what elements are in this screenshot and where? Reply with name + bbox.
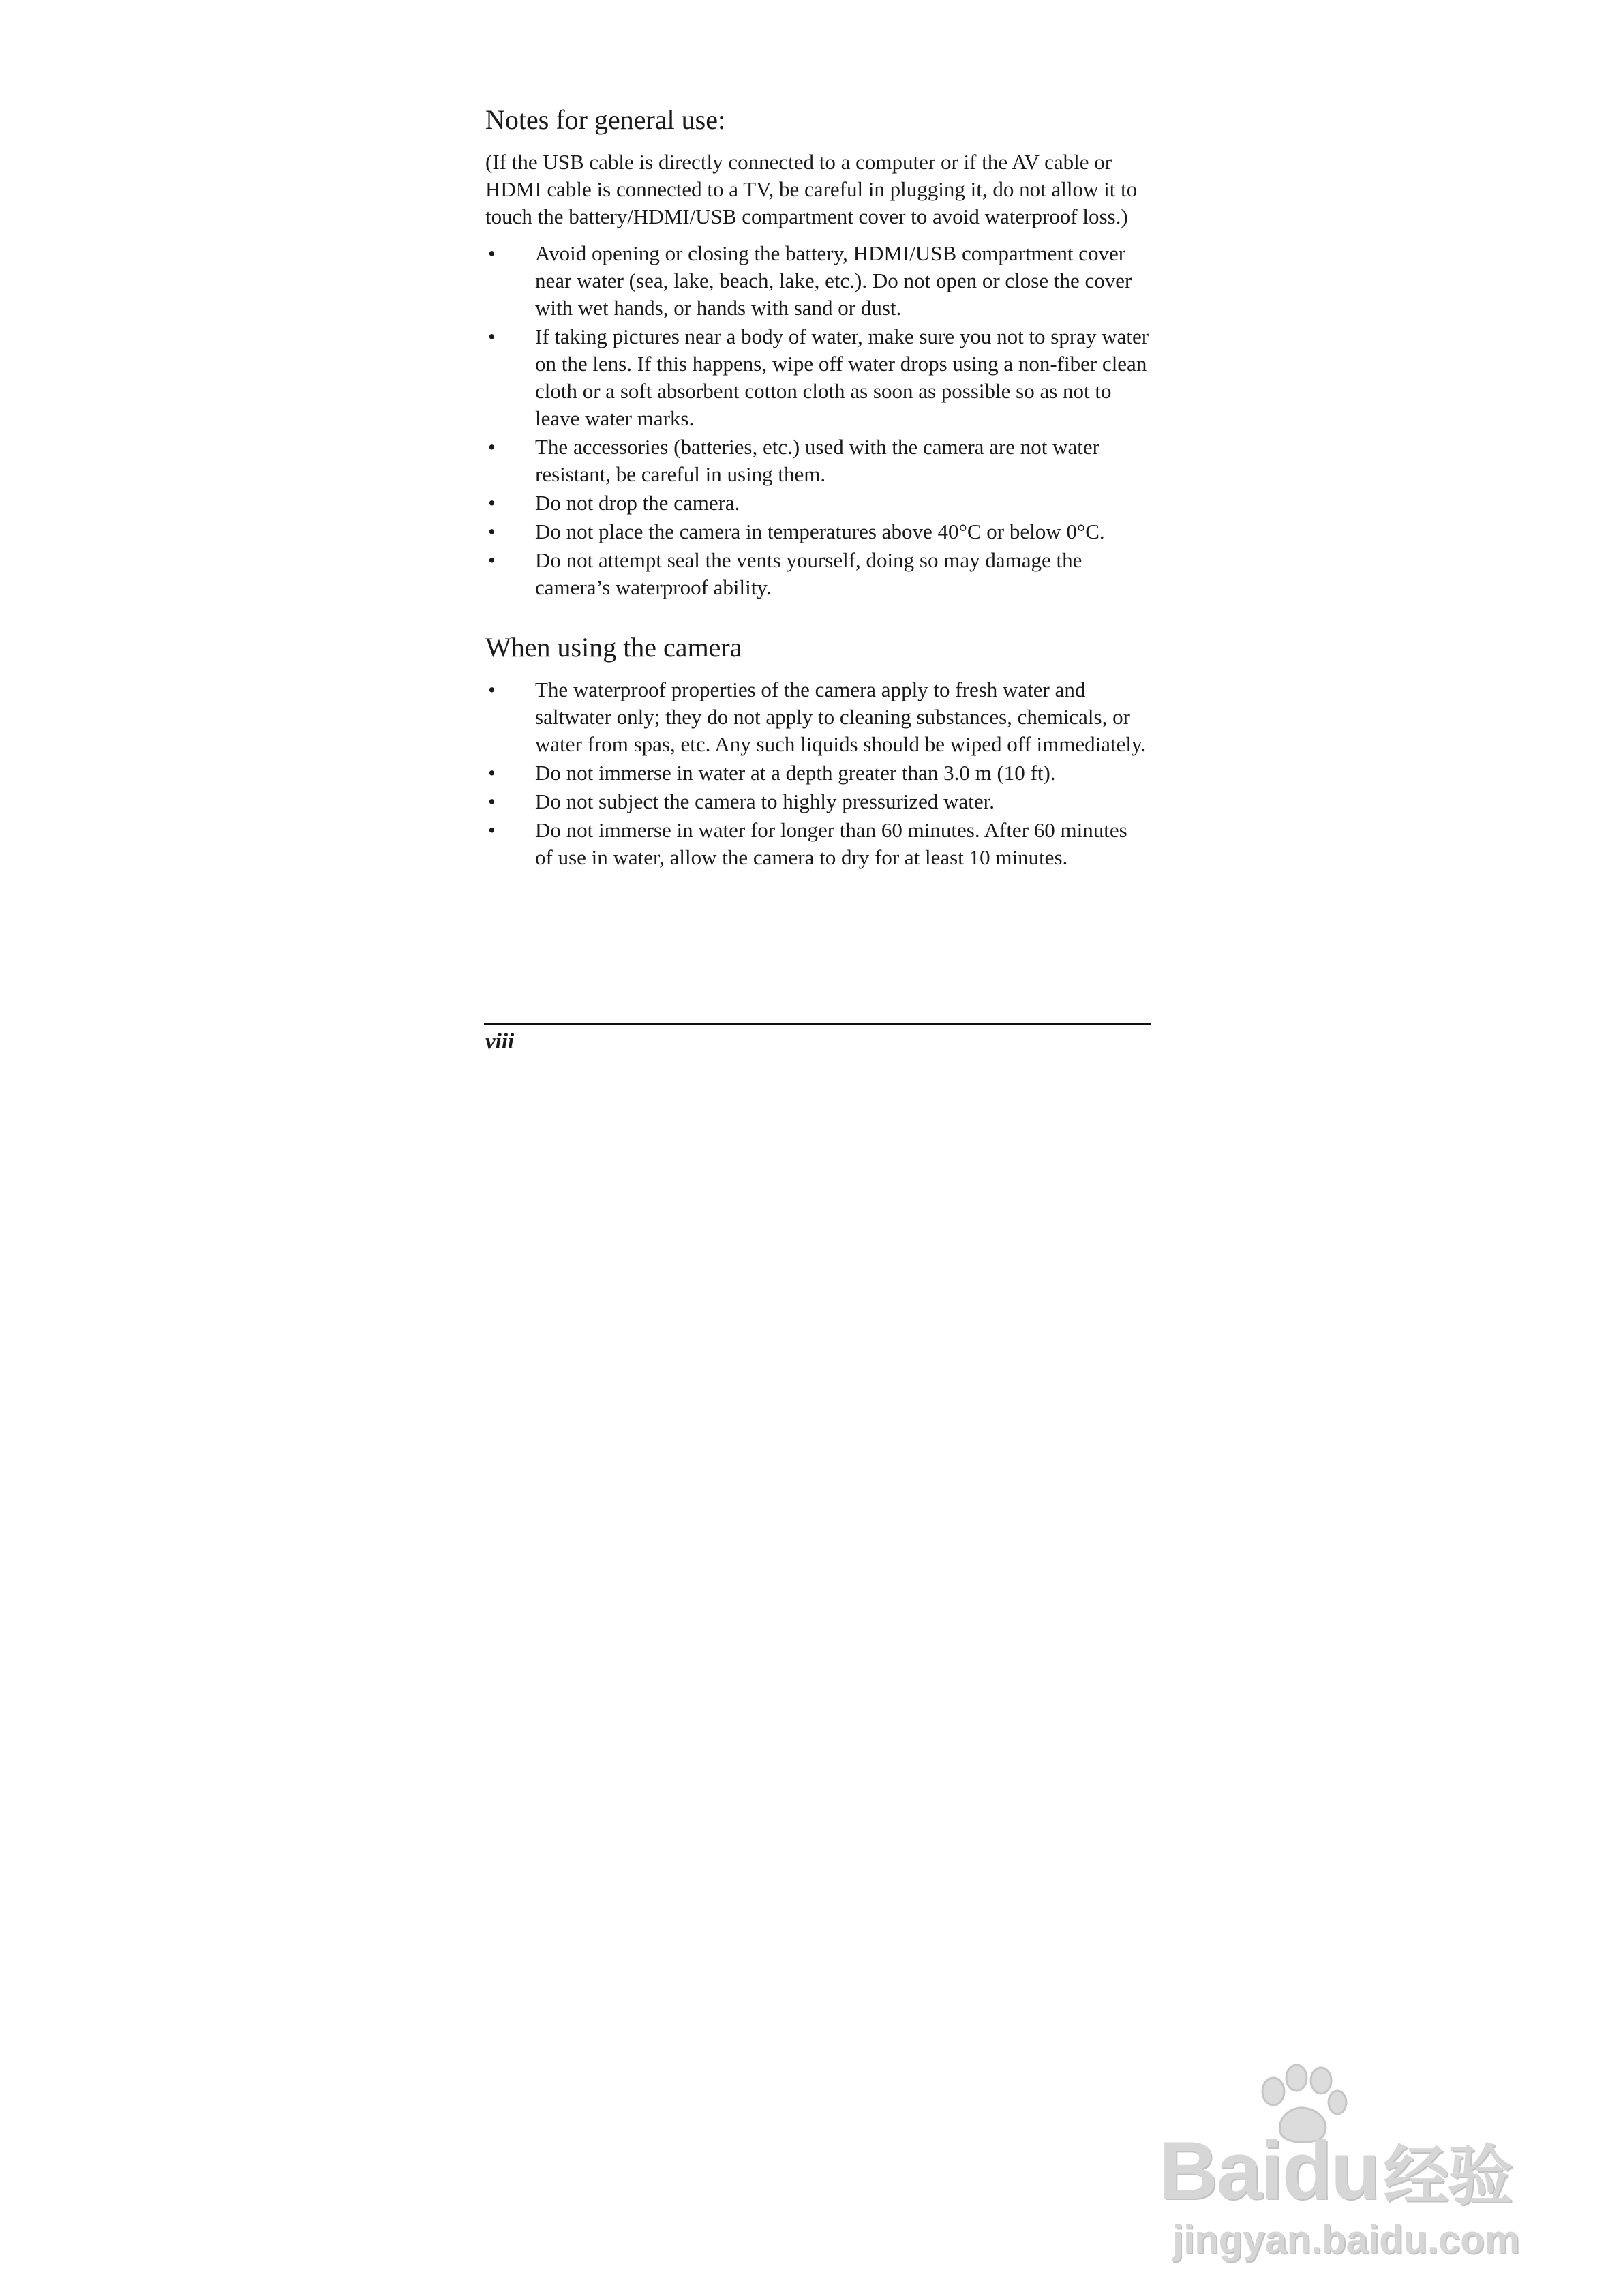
list-item [485, 240, 1150, 322]
list-item-text: The accessories (batteries, etc.) used with the camera are not water resistant, be careful in using them. [535, 435, 1099, 486]
baidu-watermark [1159, 2059, 1541, 2263]
brand-cn: 经验 [1383, 2140, 1512, 2213]
watermark-url: jingyan.baidu.com [1172, 2218, 1520, 2262]
bullet-icon: • [488, 435, 496, 459]
page-number: viii [485, 1029, 515, 1054]
general-use-list [485, 240, 1150, 601]
list-item [485, 676, 1150, 758]
list-item-text: If taking pictures near a body of water, make sure you not to spray water on the lens. If this happens, wipe off water drops using a non-fiber clean cloth or a soft absorbent cotton cloth as soon as possible so as not to leave water marks. [535, 324, 1149, 430]
list-item [485, 434, 1150, 488]
list-item [485, 489, 1150, 517]
intro-paragraph: (If the USB cable is directly connected to a computer or if the AV cable or HDMI cable is connected to a TV, be careful in plugging it, do not allow it to touch the battery/HDMI/USB compartment cover to avoid waterproof loss.) [485, 150, 1138, 228]
section-heading-using-camera: When using the camera [485, 632, 742, 663]
list-item-text: Do not immerse in water at a depth greater than 3.0 m (10 ft). [535, 761, 1056, 785]
list-item [485, 323, 1150, 432]
bullet-icon: • [488, 678, 496, 701]
bullet-icon: • [488, 818, 496, 842]
list-item [485, 759, 1150, 787]
list-item-text: Do not subject the camera to highly pressurized water. [535, 789, 995, 813]
list-item-text: Do not drop the camera. [535, 491, 740, 515]
footer-divider [484, 1023, 1151, 1025]
list-item [485, 817, 1150, 871]
list-item-text: Do not place the camera in temperatures above 40°C or below 0°C. [535, 519, 1105, 543]
bullet-icon: • [488, 519, 496, 543]
section-using-camera [485, 630, 1150, 871]
page-content [485, 102, 1150, 873]
bullet-icon: • [488, 548, 496, 572]
bullet-icon: • [488, 761, 496, 785]
using-camera-list [485, 676, 1150, 871]
list-item-text: The waterproof properties of the camera apply to fresh water and saltwater only; they do not apply to cleaning substances, chemicals, or water from spas, etc. Any such liquids should be wiped off immediately. [535, 678, 1147, 756]
list-item [485, 547, 1150, 601]
list-item-text: Avoid opening or closing the battery, HDMI/USB compartment cover near water (sea, lake, beach, lake, etc.). Do not open or close the cover with wet hands, or hands with sand or dust. [535, 241, 1132, 320]
brand-du: du [1281, 2125, 1380, 2216]
list-item [485, 788, 1150, 815]
bullet-icon: • [488, 241, 496, 265]
list-item [485, 518, 1150, 545]
brand-latin: Bai [1159, 2125, 1282, 2216]
bullet-icon: • [488, 491, 496, 515]
section-heading-general-use: Notes for general use: [485, 104, 726, 135]
list-item-text: Do not attempt seal the vents yourself, doing so may damage the camera’s waterproof ability. [535, 548, 1082, 599]
bullet-icon: • [488, 789, 496, 813]
list-item-text: Do not immerse in water for longer than 60 minutes. After 60 minutes of use in water, allow the camera to dry for at least 10 minutes. [535, 818, 1127, 869]
bullet-icon: • [488, 324, 496, 348]
baidu-logo-text [1159, 2124, 1511, 2218]
